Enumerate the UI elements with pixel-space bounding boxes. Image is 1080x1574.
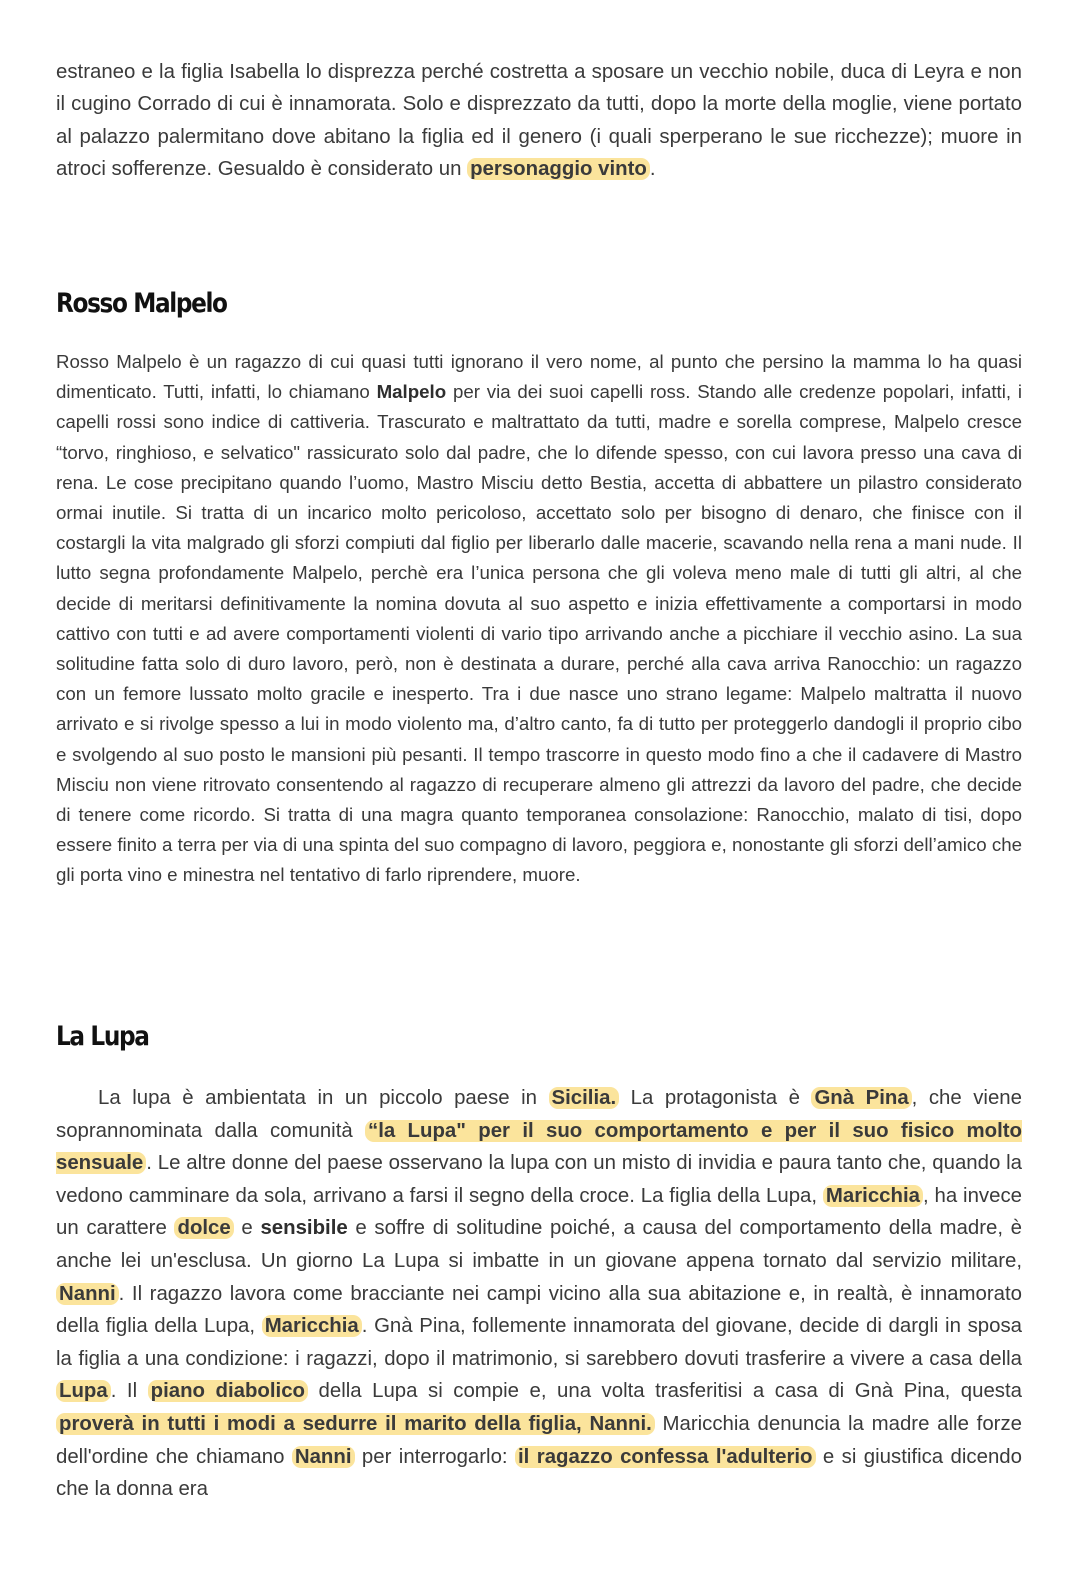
paragraph-rosso-malpelo <box>56 347 1022 891</box>
paragraph-gesualdo-ending <box>56 56 1022 186</box>
highlight-lupa: Lupa <box>56 1380 111 1402</box>
text-segment: per via dei suoi capelli ross. Stando alle credenze popolari, infatti, i capelli rossi sono indice di cattiveria. Trascurato e maltrattato da tutti, madre e sorella comprese, Malpelo cresce “torvo, ringhioso, e selvatico" rassicurato solo dal padre, che lo difende spesso, con cui lavora presso una cava di rena. Le cose precipitano quando l’uomo, Mastro Misciu detto Bestia, accetta di abbattere un pilastro considerato ormai inutile. Si tratta di un incarico molto pericoloso, accettato solo per bisogno di denaro, che finisce con il costargli la vita malgrado gli sforzi compiuti dal figlio per liberarlo dalle macerie, scavando nella rena a mani nude. Il lutto segna profondamente Malpelo, perchè era l’unica persona che gli voleva meno male di tutti gli altri, al che decide di meritarsi definitivamente la nomina dovuta al suo aspetto e inizia effettivamente a comportarsi in modo cattivo con tutti e ad avere comportamenti violenti di vario tipo arrivando anche a picchiare il vecchio asino. La sua solitudine fatta solo di duro lavoro, però, non è destinata a durare, perché alla cava arriva Ranocchio: un ragazzo con un femore lussato molto gracile e inesperto. Tra i due nasce uno strano legame: Malpelo maltratta il nuovo arrivato e si rivolge spesso a lui in modo violento ma, d’altro canto, fa di tutto per proteggerlo dandogli il proprio cibo e svolgendo al suo posto le mansioni più pesanti. Il tempo trascorre in questo modo fino a che il cadavere di Mastro Misciu non viene ritrovato consentendo al ragazzo di recuperare almeno gli attrezzi da lavoro del padre, che decide di tenere come ricordo. Si tratta di una magra quanto temporanea consolazione: Ranocchio, malato di tisi, dopo essere finito a terra per via di una spinta del suo compagno di lavoro, peggiora e, nonostante gli sforzi dell’amico che gli porta vino e minestra nel tentativo di farlo riprendere, muore. <box>56 381 1022 886</box>
text-segment: . <box>649 158 656 181</box>
highlight-sedurre: proverà in tutti i modi a sedurre il marito della figlia, Nanni. <box>56 1413 655 1435</box>
heading-la-lupa: La Lupa <box>56 1021 149 1052</box>
bold-sensibile: sensibile <box>260 1217 348 1240</box>
text-segment: La lupa è ambientata in un piccolo paese in <box>98 1087 549 1109</box>
highlight-nanni: Nanni <box>56 1283 119 1305</box>
text-segment: Rosso Malpelo è un ragazzo di cui quasi tutti ignorano il vero nome, al punto che persino la mamma lo ha quasi dimenticato. Tutti, infatti, lo chiamano <box>56 351 1022 403</box>
text-segment: , ha invece un carattere <box>56 1184 1022 1240</box>
highlight-maricchia: Maricchia <box>823 1185 923 1207</box>
text-segment: e soffre di solitudine poiché, a causa del comportamento della madre, è anche lei un'esclusa. Un giorno La Lupa si imbatte in un giovane appena tornato dal servizio militare, <box>56 1217 1022 1272</box>
heading-rosso-malpelo: Rosso Malpelo <box>56 288 227 319</box>
highlight-nanni: Nanni <box>292 1446 355 1468</box>
text-segment: e <box>233 1217 261 1240</box>
text-segment: estraneo e la figlia Isabella lo disprezza perché costretta a sposare un vecchio nobile, duca di Leyra e non il cugino Corrado di cui è innamorata. Solo e disprezzato da tutti, dopo la morte della moglie, viene portato al palazzo palermitano dove abitano la figlia ed il genero (i quali sperperano le sue ricchezze); muore in atroci sofferenze. Gesualdo è considerato un <box>56 61 1022 181</box>
text-segment: per interrogarlo: <box>354 1445 516 1468</box>
highlight-dolce: dolce <box>174 1217 233 1239</box>
highlight-gna-pina: Gnà Pina <box>811 1087 911 1109</box>
highlight-piano-diabolico: piano diabolico <box>148 1380 308 1402</box>
highlight-la-lupa-nickname: “la Lupa" per il suo comportamento e per il suo fisico molto sensuale <box>56 1119 1022 1175</box>
text-segment: . Gnà Pina, follemente innamorata del giovane, decide di dargli in sposa la figlia a una condizione: i ragazzi, dopo il matrimonio, si sarebbero dovuti trasferire a vivere a casa della <box>56 1315 1022 1370</box>
text-segment: e si giustifica dicendo che la donna era <box>56 1445 1022 1501</box>
text-segment: Maricchia denuncia la madre alle forze dell'ordine che chiamano <box>56 1412 1022 1468</box>
text-segment: . Il ragazzo lavora come bracciante nei campi vicino alla sua abitazione e, in realtà, è innamorato della figlia della Lupa, <box>56 1282 1022 1338</box>
paragraph-la-lupa <box>56 1082 1022 1506</box>
highlight-sicilia: Sicilia. <box>549 1087 620 1109</box>
highlight-personaggio-vinto: personaggio vinto <box>467 158 650 180</box>
highlight-confessa-adulterio: il ragazzo confessa l'adulterio <box>515 1446 816 1468</box>
highlight-maricchia: Maricchia <box>262 1315 362 1337</box>
text-segment: La protagonista è <box>619 1087 812 1109</box>
text-segment: . Le altre donne del paese osservano la lupa con un misto di invidia e paura tanto che, quando la vedono camminare da sola, arrivano a farsi il segno della croce. La figlia della Lupa, <box>56 1152 1022 1207</box>
text-segment: della Lupa si compie e, una volta trasferitisi a casa di Gnà Pina, questa <box>308 1380 1022 1403</box>
text-segment: . Il <box>110 1380 148 1403</box>
bold-malpelo: Malpelo <box>376 381 447 403</box>
text-segment: , che viene soprannominata dalla comunità <box>56 1087 1022 1142</box>
